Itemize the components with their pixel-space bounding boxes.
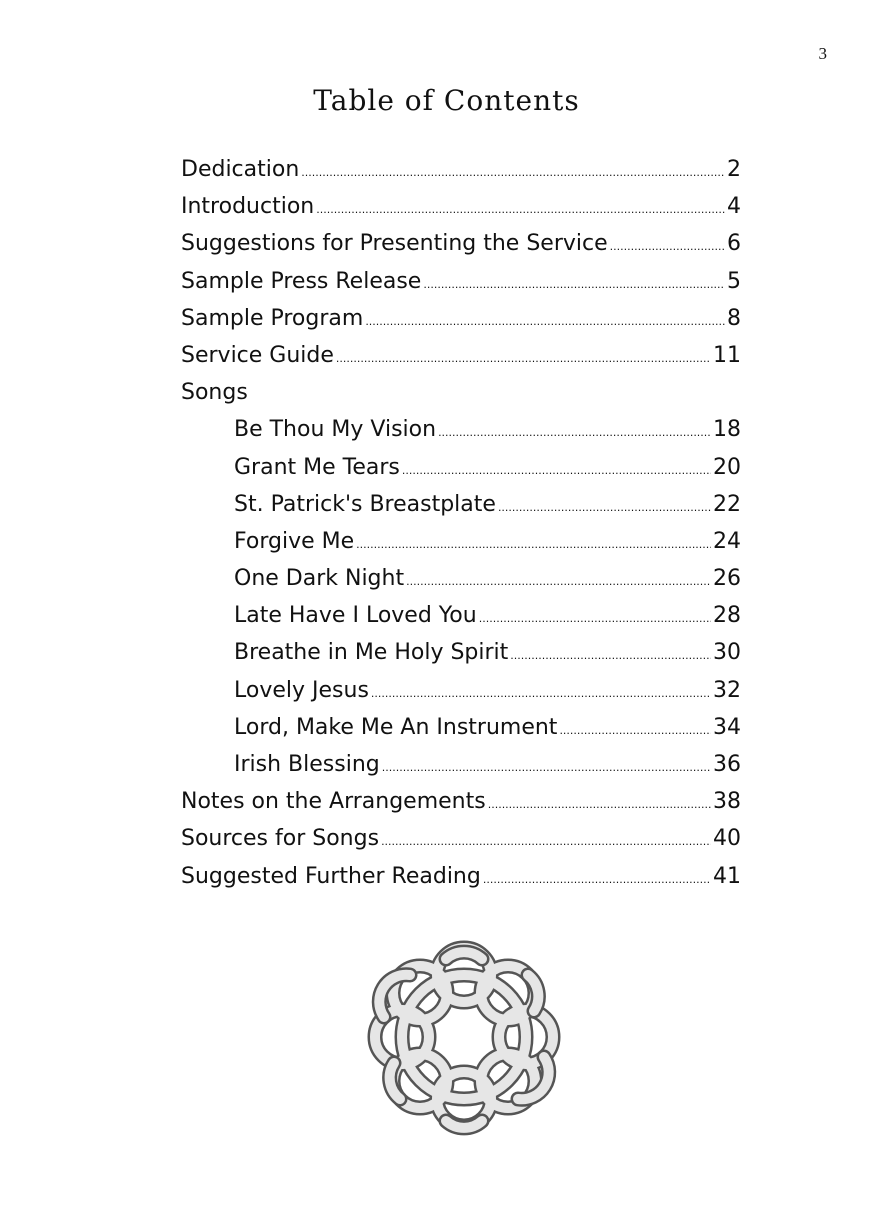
dot-leader bbox=[371, 688, 711, 699]
toc-entry-dedication bbox=[181, 157, 741, 194]
toc-entry-lord-make-me-an-instrument bbox=[234, 715, 741, 752]
toc-section-songs bbox=[181, 380, 741, 417]
toc-entry-forgive-me bbox=[234, 529, 741, 566]
dot-leader bbox=[559, 725, 711, 736]
page-title: Table of Contents bbox=[313, 84, 580, 117]
toc-entry-page: 11 bbox=[713, 342, 741, 368]
toc-entry-press-release bbox=[181, 269, 741, 306]
toc-entry-label: Introduction bbox=[181, 194, 315, 220]
toc-entry-page: 18 bbox=[713, 417, 741, 443]
toc-entry-notes-on-arrangements bbox=[181, 789, 741, 826]
toc-entry-label: Sample Program bbox=[181, 305, 364, 331]
toc-entry-page: 24 bbox=[713, 528, 741, 554]
toc-entry-page: 4 bbox=[727, 194, 741, 220]
toc-entry-page: 41 bbox=[713, 863, 741, 889]
toc-entry-page: 20 bbox=[713, 454, 741, 480]
table-of-contents bbox=[181, 157, 741, 901]
toc-entry-page: 22 bbox=[713, 491, 741, 517]
dot-leader bbox=[498, 502, 711, 513]
toc-entry-page: 5 bbox=[727, 268, 741, 294]
toc-entry-page: 32 bbox=[713, 677, 741, 703]
toc-entry-label: Suggested Further Reading bbox=[181, 863, 481, 889]
dot-leader bbox=[423, 279, 725, 290]
toc-entry-sample-program bbox=[181, 306, 741, 343]
page-number: 3 bbox=[818, 44, 827, 63]
toc-entry-further-reading bbox=[181, 864, 741, 901]
dot-leader bbox=[365, 316, 725, 327]
toc-entry-be-thou-my-vision bbox=[234, 417, 741, 454]
dot-leader bbox=[479, 613, 711, 624]
toc-entry-page: 26 bbox=[713, 566, 741, 592]
toc-entry-page: 36 bbox=[713, 752, 741, 777]
toc-entry-label: Lord, Make Me An Instrument bbox=[234, 714, 558, 740]
toc-entry-label: Suggestions for Presenting the Service bbox=[181, 231, 608, 257]
toc-entry-grant-me-tears bbox=[234, 455, 741, 492]
toc-entry-lovely-jesus bbox=[234, 678, 741, 715]
dot-leader bbox=[483, 874, 711, 885]
dot-leader bbox=[610, 241, 725, 252]
dot-leader bbox=[301, 167, 725, 178]
toc-entry-label: Forgive Me bbox=[234, 528, 355, 554]
toc-entry-label: Late Have I Loved You bbox=[234, 603, 477, 629]
toc-entry-label: Sources for Songs bbox=[181, 826, 380, 852]
toc-entry-page: 28 bbox=[713, 603, 741, 629]
toc-entry-service-guide bbox=[181, 343, 741, 380]
toc-section-label: Songs bbox=[181, 380, 248, 406]
dot-leader bbox=[382, 762, 711, 773]
toc-entry-page: 6 bbox=[727, 231, 741, 257]
dot-leader bbox=[406, 576, 711, 587]
toc-entry-label: Notes on the Arrangements bbox=[181, 789, 486, 815]
toc-entry-label: Grant Me Tears bbox=[234, 454, 400, 480]
toc-entry-label: Be Thou My Vision bbox=[234, 417, 437, 443]
toc-entry-label: St. Patrick's Breastplate bbox=[234, 491, 496, 517]
toc-entry-label: Service Guide bbox=[181, 342, 334, 368]
toc-entry-irish-blessing bbox=[234, 752, 741, 789]
dot-leader bbox=[402, 465, 711, 476]
dot-leader bbox=[356, 539, 711, 550]
toc-entry-page: 34 bbox=[713, 714, 741, 740]
toc-entry-introduction bbox=[181, 194, 741, 231]
toc-entry-page: 40 bbox=[713, 826, 741, 852]
toc-entry-st-patricks-breastplate bbox=[234, 492, 741, 529]
toc-entry-label: Sample Press Release bbox=[181, 268, 422, 294]
toc-entry-page: 30 bbox=[713, 640, 741, 666]
toc-entry-one-dark-night bbox=[234, 566, 741, 603]
toc-entry-late-have-i-loved-you bbox=[234, 603, 741, 640]
celtic-knot-icon bbox=[358, 935, 570, 1140]
dot-leader bbox=[336, 353, 711, 364]
toc-entry-label: Dedication bbox=[181, 157, 300, 182]
toc-entry-label: Breathe in Me Holy Spirit bbox=[234, 640, 509, 666]
toc-entry-label: One Dark Night bbox=[234, 566, 405, 592]
toc-entry-breathe-in-me bbox=[234, 640, 741, 677]
toc-entry-label: Irish Blessing bbox=[234, 752, 380, 777]
dot-leader bbox=[510, 650, 711, 661]
toc-entry-suggestions bbox=[181, 231, 741, 268]
toc-entry-sources-for-songs bbox=[181, 826, 741, 863]
toc-entry-page: 8 bbox=[727, 305, 741, 331]
toc-entry-page: 2 bbox=[727, 157, 741, 182]
toc-entry-label: Lovely Jesus bbox=[234, 677, 369, 703]
dot-leader bbox=[488, 799, 711, 810]
dot-leader bbox=[438, 427, 711, 438]
dot-leader bbox=[316, 204, 725, 215]
dot-leader bbox=[381, 836, 711, 847]
toc-entry-page: 38 bbox=[713, 789, 741, 815]
